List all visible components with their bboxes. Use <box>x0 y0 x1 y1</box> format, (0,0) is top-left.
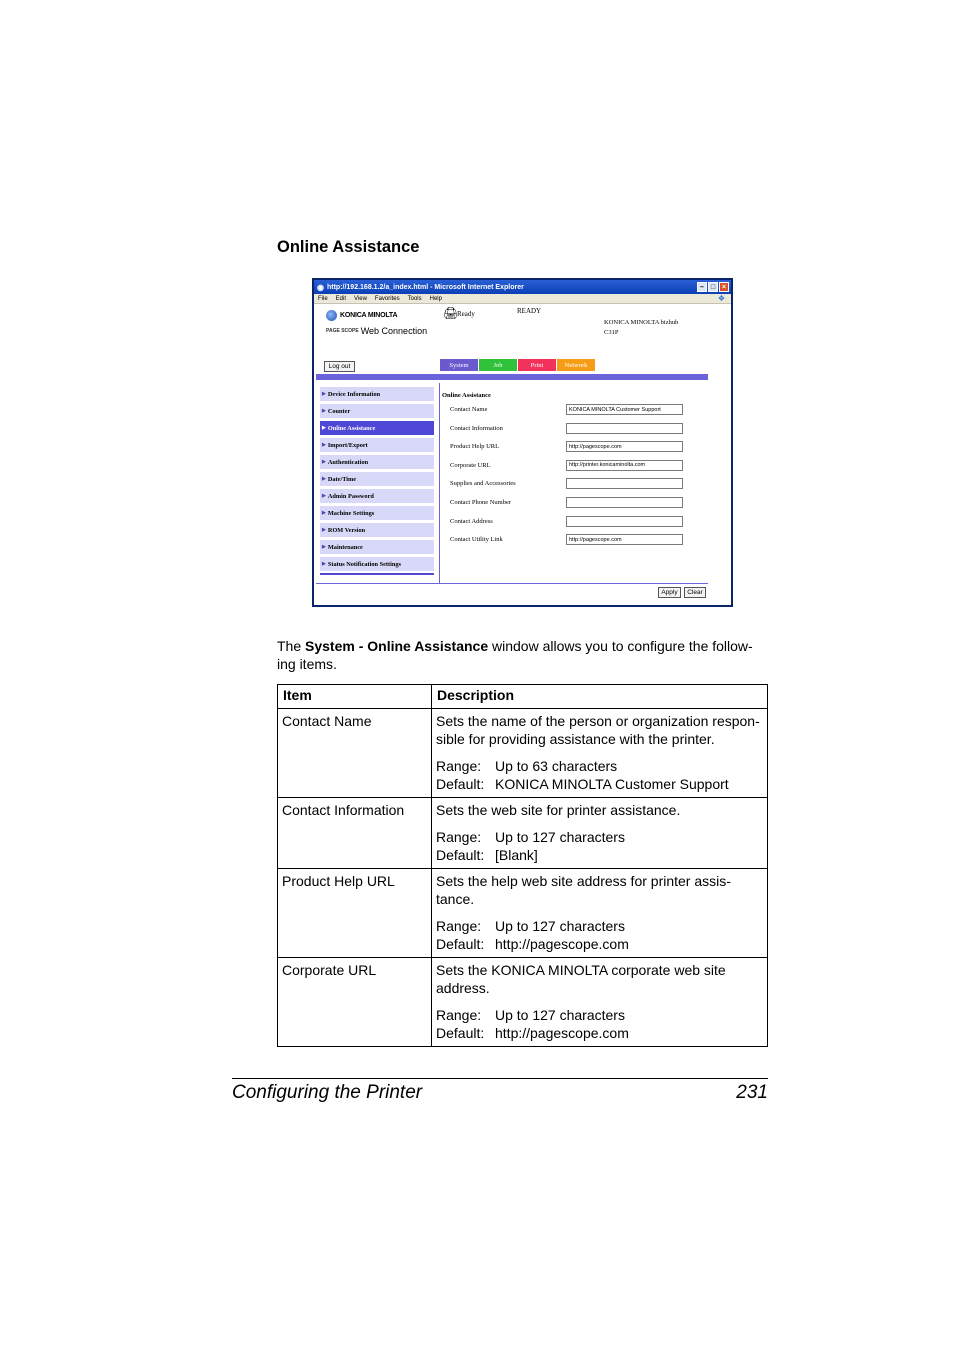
range-value: Up to 127 characters <box>495 1007 625 1023</box>
form-row <box>442 404 712 423</box>
row-item: Contact Information <box>278 798 432 869</box>
konica-minolta-logo <box>326 310 397 321</box>
nav-item-counter[interactable] <box>320 404 434 418</box>
supplies-accessories-label: Supplies and Accessories <box>450 480 516 488</box>
nav-item-label: Maintenance <box>327 543 363 551</box>
row-description <box>432 798 768 869</box>
table-row <box>278 709 768 798</box>
model-line1: KONICA MINOLTA bizhub <box>604 319 679 326</box>
section-title: Online Assistance <box>277 238 420 256</box>
window-controls <box>697 282 729 292</box>
nav-item-label: Admin Password <box>327 492 374 500</box>
nav-arrow-icon: ▶ <box>322 562 326 567</box>
intro-paragraph <box>277 637 767 673</box>
menu-tools[interactable]: Tools <box>407 295 422 302</box>
header-description: Description <box>432 685 768 709</box>
nav-item-device-information[interactable] <box>320 387 434 401</box>
nav-arrow-icon: ▶ <box>322 426 326 431</box>
form-row <box>442 441 712 460</box>
nav-item-rom-version[interactable] <box>320 523 434 537</box>
menu-favorites[interactable]: Favorites <box>374 295 400 302</box>
web-connection-header <box>314 304 731 370</box>
intro-bold: System - Online Assistance <box>305 638 489 654</box>
default-value: [Blank] <box>495 847 538 863</box>
product-line: Web Connection <box>360 326 428 336</box>
tab-system[interactable]: System <box>440 359 478 371</box>
browser-menubar <box>314 294 731 304</box>
pagescope-logo <box>326 326 427 336</box>
nav-end-rule <box>320 573 434 575</box>
row-range <box>436 828 763 846</box>
row-desc-text: Sets the name of the person or organization respon-sible for providing assistance with the printer. <box>436 713 760 747</box>
row-item: Corporate URL <box>278 958 432 1047</box>
nav-arrow-icon: ▶ <box>322 409 326 414</box>
footer-section-title: Configuring the Printer <box>232 1082 423 1103</box>
maximize-icon[interactable]: □ <box>708 282 718 292</box>
nav-divider <box>439 383 440 583</box>
form-row <box>442 516 712 535</box>
menu-help[interactable]: Help <box>429 295 442 302</box>
menu-view[interactable]: View <box>354 295 367 302</box>
nav-item-label: Online Assistance <box>327 424 376 432</box>
default-value: http://pagescope.com <box>495 1025 629 1041</box>
form-row <box>442 460 712 479</box>
corporate-url-label: Corporate URL <box>450 461 491 469</box>
settings-table <box>277 684 768 1047</box>
range-value: Up to 127 characters <box>495 918 625 934</box>
row-default <box>436 846 763 864</box>
contact-utility-link-label: Contact Utility Link <box>450 536 503 544</box>
nav-item-label: Device Information <box>327 390 381 398</box>
nav-item-label: Status Notification Settings <box>327 560 401 568</box>
browser-title: http://192.168.1.2/a_index.html - Microsoft Internet Explorer <box>326 283 524 291</box>
row-range <box>436 917 763 935</box>
header-divider <box>316 374 708 380</box>
corporate-url-field[interactable]: http://printer.konicaminolta.com <box>566 460 683 471</box>
row-description <box>432 958 768 1047</box>
row-default <box>436 775 763 793</box>
windows-logo-icon: ❖ <box>717 294 725 303</box>
status-code: READY <box>517 307 542 315</box>
row-description <box>432 709 768 798</box>
range-value: Up to 63 characters <box>495 758 618 774</box>
logout-button[interactable]: Log out <box>324 361 355 372</box>
row-default <box>436 935 763 953</box>
form-row <box>442 478 712 497</box>
nav-arrow-icon: ▶ <box>322 477 326 482</box>
form-row <box>442 534 712 553</box>
online-assistance-form <box>442 392 712 553</box>
nav-item-status-notification[interactable] <box>320 557 434 571</box>
row-default <box>436 1024 763 1042</box>
default-value: KONICA MINOLTA Customer Support <box>495 776 729 792</box>
main-tabs <box>440 359 595 371</box>
form-title: Online Assistance <box>442 392 491 399</box>
tab-network[interactable]: Network <box>557 359 595 371</box>
default-label: Default: <box>436 776 485 792</box>
status-text: Ready <box>457 310 475 318</box>
menu-edit[interactable]: Edit <box>335 295 347 302</box>
close-icon[interactable]: × <box>719 282 729 292</box>
menu-file[interactable]: File <box>318 295 328 302</box>
row-item: Contact Name <box>278 709 432 798</box>
row-description <box>432 869 768 958</box>
contact-address-label: Contact Address <box>450 517 493 525</box>
nav-item-label: Date/Time <box>327 475 357 483</box>
intro-prefix: The <box>277 638 306 654</box>
nav-arrow-icon: ▶ <box>322 494 326 499</box>
pagescope-mark: PAGE SCOPE <box>326 327 359 334</box>
nav-arrow-icon: ▶ <box>322 545 326 550</box>
product-help-url-field[interactable]: http://pagescope.com <box>566 441 683 452</box>
nav-item-maintenance[interactable] <box>320 540 434 554</box>
nav-arrow-icon: ▶ <box>322 392 326 397</box>
apply-button[interactable]: Apply <box>658 587 681 598</box>
nav-arrow-icon: ▶ <box>322 460 326 465</box>
side-nav <box>320 387 434 575</box>
ie-icon: ◉ <box>317 282 324 292</box>
nav-item-label: Machine Settings <box>327 509 375 517</box>
intro-suffix: window allows you to configure the follow-ing items. <box>277 638 753 672</box>
browser-screenshot <box>312 278 733 607</box>
default-label: Default: <box>436 847 485 863</box>
contact-address-field[interactable] <box>566 516 683 527</box>
default-label: Default: <box>436 1025 485 1041</box>
default-label: Default: <box>436 936 485 952</box>
supplies-accessories-field[interactable] <box>566 478 683 489</box>
contact-information-label: Contact Information <box>450 424 503 432</box>
model-line2: C31P <box>604 329 619 336</box>
contact-name-field[interactable]: KONICA MINOLTA Customer Support <box>566 404 683 415</box>
row-range <box>436 757 763 775</box>
tab-print[interactable]: Print <box>518 359 556 371</box>
form-bottom-rule <box>316 583 708 584</box>
row-range <box>436 1006 763 1024</box>
table-row <box>278 798 768 869</box>
nav-arrow-icon: ▶ <box>322 511 326 516</box>
header-item: Item <box>278 685 432 709</box>
contact-information-field[interactable] <box>566 423 683 434</box>
footer-rule <box>232 1078 768 1079</box>
nav-item-label: Import/Export <box>327 441 368 449</box>
nav-item-date-time[interactable] <box>320 472 434 486</box>
nav-item-authentication[interactable] <box>320 455 434 469</box>
globe-icon <box>326 310 337 321</box>
model-name <box>604 318 678 338</box>
form-row <box>442 497 712 516</box>
row-item: Product Help URL <box>278 869 432 958</box>
nav-item-import-export[interactable] <box>320 438 434 452</box>
range-label: Range: <box>436 1007 482 1023</box>
nav-arrow-icon: ▶ <box>322 528 326 533</box>
nav-item-online-assistance[interactable] <box>320 421 434 435</box>
product-help-url-label: Product Help URL <box>450 443 500 451</box>
nav-arrow-icon: ▶ <box>322 443 326 448</box>
printer-status-icon: 🖨 <box>443 306 459 320</box>
tab-job[interactable]: Job <box>479 359 517 371</box>
range-label: Range: <box>436 918 482 934</box>
browser-titlebar <box>314 280 731 294</box>
form-row <box>442 423 712 442</box>
nav-item-label: ROM Version <box>327 526 366 534</box>
table-row <box>278 869 768 958</box>
clear-button[interactable]: Clear <box>684 587 706 598</box>
table-header-row <box>278 685 768 709</box>
nav-item-admin-password[interactable] <box>320 489 434 503</box>
contact-utility-link-field[interactable]: http://pagescope.com <box>566 534 683 545</box>
nav-item-label: Authentication <box>327 458 369 466</box>
range-label: Range: <box>436 829 482 845</box>
contact-phone-label: Contact Phone Number <box>450 498 512 506</box>
row-desc-text: Sets the KONICA MINOLTA corporate web site address. <box>436 962 726 996</box>
minimize-icon[interactable]: – <box>697 282 707 292</box>
contact-name-label: Contact Name <box>450 406 488 413</box>
page-number: 231 <box>736 1082 768 1103</box>
nav-item-label: Counter <box>327 407 351 415</box>
row-desc-text: Sets the web site for printer assistance. <box>436 802 681 818</box>
range-label: Range: <box>436 758 482 774</box>
brand-name: KONICA MINOLTA <box>340 312 398 319</box>
default-value: http://pagescope.com <box>495 936 629 952</box>
table-row <box>278 958 768 1047</box>
contact-phone-field[interactable] <box>566 497 683 508</box>
nav-item-machine-settings[interactable] <box>320 506 434 520</box>
row-desc-text: Sets the help web site address for printer assis-tance. <box>436 873 731 907</box>
range-value: Up to 127 characters <box>495 829 625 845</box>
